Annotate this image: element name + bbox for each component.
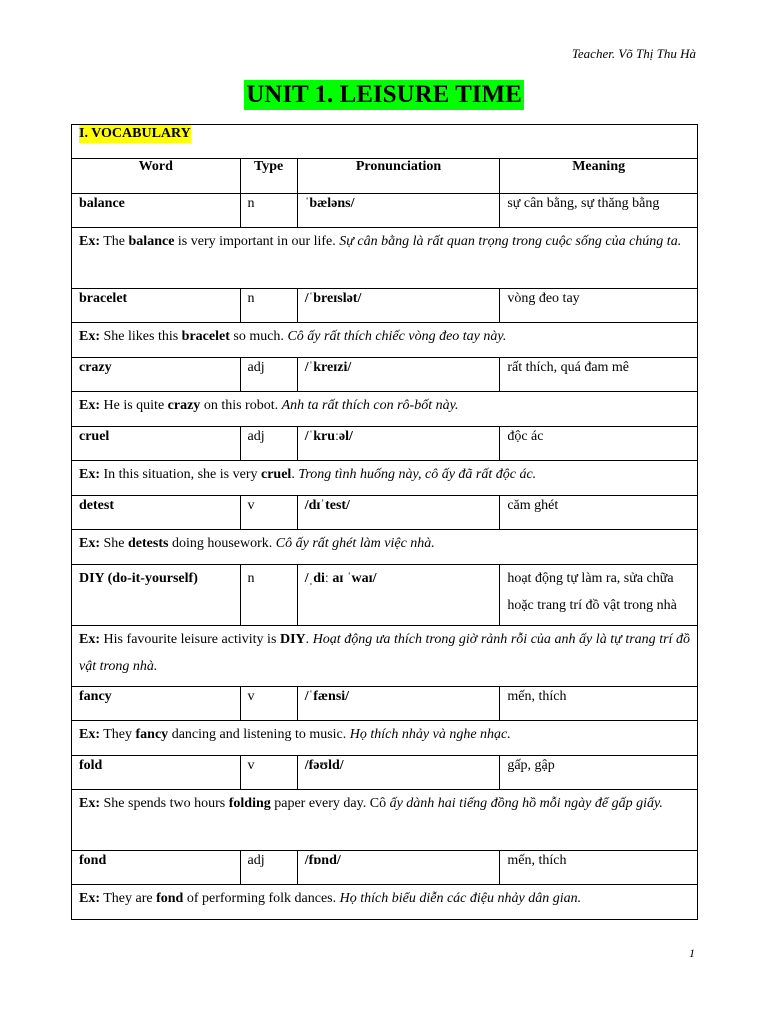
example-text: doing housework. <box>168 536 276 551</box>
vocab-pronunciation: /ˌdiː aɪ ˈwaɪ/ <box>297 565 500 626</box>
vocab-type: v <box>240 756 297 790</box>
example-keyword: crazy <box>167 398 201 413</box>
vocab-pronunciation: /fəʊld/ <box>297 756 500 790</box>
vocab-meaning: vòng đeo tay <box>500 289 698 323</box>
vocab-word: fold <box>72 756 241 790</box>
vocab-word-row <box>72 851 698 885</box>
header-row <box>72 159 698 194</box>
example-keyword: fancy <box>135 727 169 742</box>
example-translation: Sự cân bằng là rất quan trọng trong cuộc sống của chúng ta. <box>339 234 682 249</box>
example-label: Ex: <box>79 632 100 647</box>
example-cell <box>72 228 698 289</box>
example-row <box>72 323 698 358</box>
example-text: . <box>291 467 299 482</box>
example-keyword: fond <box>156 891 184 906</box>
example-cell <box>72 392 698 427</box>
vocab-pronunciation: /ˈfænsi/ <box>297 687 500 721</box>
example-text: In this situation, she is very <box>100 467 261 482</box>
example-translation: Trong tình huống này, cô ấy đã rất độc ác. <box>298 467 537 482</box>
page-title: UNIT 1. LEISURE TIME <box>246 81 522 108</box>
vocab-pronunciation: /ˈkreɪzi/ <box>297 358 500 392</box>
example-text: She <box>100 536 128 551</box>
example-label: Ex: <box>79 796 100 811</box>
vocab-word-row <box>72 289 698 323</box>
vocab-pronunciation: /ˈbreɪslət/ <box>297 289 500 323</box>
example-row <box>72 626 698 687</box>
vocab-word-row <box>72 565 698 626</box>
vocab-word-row <box>72 427 698 461</box>
vocab-type: v <box>240 687 297 721</box>
vocab-type: v <box>240 496 297 530</box>
vocab-pronunciation: /dɪˈtest/ <box>297 496 500 530</box>
vocab-meaning: rất thích, quá đam mê <box>500 358 698 392</box>
vocab-word: crazy <box>72 358 241 392</box>
example-translation: Họ thích nhảy và nghe nhạc. <box>349 727 511 742</box>
example-label: Ex: <box>79 891 100 906</box>
example-cell <box>72 790 698 851</box>
vocab-type: n <box>240 289 297 323</box>
example-translation: Cô ấy rất ghét làm việc nhà. <box>275 536 435 551</box>
example-text: She spends two hours <box>100 796 229 811</box>
example-label: Ex: <box>79 536 100 551</box>
example-text: dancing and listening to music. <box>168 727 350 742</box>
vocab-type: n <box>240 194 297 228</box>
example-row <box>72 530 698 565</box>
example-text: paper every day. Cô <box>270 796 390 811</box>
example-translation: ấy dành hai tiếng đồng hồ mỗi ngày để gấp giấy. <box>389 796 663 811</box>
vocab-word: detest <box>72 496 241 530</box>
example-translation: Họ thích biểu diễn các điệu nhảy dân gian. <box>339 891 582 906</box>
example-text: on this robot. <box>200 398 282 413</box>
example-text: The <box>100 234 129 249</box>
col-header-type: Type <box>240 159 297 194</box>
example-row <box>72 790 698 851</box>
example-text: She likes this <box>100 329 182 344</box>
example-label: Ex: <box>79 398 100 413</box>
example-text: He is quite <box>100 398 168 413</box>
vocab-meaning: độc ác <box>500 427 698 461</box>
vocab-meaning: sự cân bằng, sự thăng bằng <box>500 194 698 228</box>
title-container <box>0 80 768 110</box>
vocab-word-row <box>72 496 698 530</box>
teacher-header: Teacher. Võ Thị Thu Hà <box>571 46 696 61</box>
example-text: They are <box>100 891 157 906</box>
example-text: is very important in our life. <box>174 234 340 249</box>
vocab-meaning: mến, thích <box>500 851 698 885</box>
example-text: so much. <box>229 329 288 344</box>
example-row <box>72 885 698 920</box>
example-cell <box>72 530 698 565</box>
example-row <box>72 228 698 289</box>
example-label: Ex: <box>79 727 100 742</box>
example-cell <box>72 626 698 687</box>
vocab-word-row <box>72 687 698 721</box>
example-translation: Anh ta rất thích con rô-bốt này. <box>281 398 459 413</box>
col-header-meaning: Meaning <box>500 159 698 194</box>
vocab-word-row <box>72 194 698 228</box>
example-cell <box>72 461 698 496</box>
example-text: They <box>100 727 136 742</box>
vocab-type: adj <box>240 851 297 885</box>
vocab-meaning: mến, thích <box>500 687 698 721</box>
vocab-word: DIY (do-it-yourself) <box>72 565 241 626</box>
vocab-word-row <box>72 756 698 790</box>
vocab-word: fond <box>72 851 241 885</box>
vocabulary-table <box>71 124 698 920</box>
example-text: of performing folk dances. <box>183 891 340 906</box>
page-number: 1 <box>689 946 695 960</box>
example-keyword: cruel <box>261 467 292 482</box>
example-label: Ex: <box>79 329 100 344</box>
vocab-meaning: gấp, gập <box>500 756 698 790</box>
example-keyword: bracelet <box>181 329 230 344</box>
example-translation: Hoạt động ưa thích trong giờ rảnh rỗi của anh ấy là tự trang trí đồ vật trong nhà. <box>79 632 691 674</box>
vocab-word: cruel <box>72 427 241 461</box>
vocab-pronunciation: ˈbæləns/ <box>297 194 500 228</box>
example-label: Ex: <box>79 467 100 482</box>
vocab-type: adj <box>240 358 297 392</box>
vocab-word: bracelet <box>72 289 241 323</box>
example-cell <box>72 323 698 358</box>
example-cell <box>72 721 698 756</box>
vocab-meaning: căm ghét <box>500 496 698 530</box>
example-row <box>72 461 698 496</box>
col-header-word: Word <box>72 159 241 194</box>
section-label: I. VOCABULARY <box>79 126 191 141</box>
example-keyword: DIY <box>279 632 306 647</box>
vocab-word: balance <box>72 194 241 228</box>
col-header-pronunciation: Pronunciation <box>297 159 500 194</box>
vocab-word: fancy <box>72 687 241 721</box>
vocab-pronunciation: /fɒnd/ <box>297 851 500 885</box>
vocab-type: n <box>240 565 297 626</box>
example-text: His favourite leisure activity is <box>100 632 280 647</box>
vocab-pronunciation: /ˈkruːəl/ <box>297 427 500 461</box>
vocab-type: adj <box>240 427 297 461</box>
example-keyword: folding <box>228 796 271 811</box>
example-row <box>72 392 698 427</box>
section-row <box>72 125 698 159</box>
example-row <box>72 721 698 756</box>
example-label: Ex: <box>79 234 100 249</box>
example-keyword: balance <box>128 234 175 249</box>
example-translation: Cô ấy rất thích chiếc vòng đeo tay này. <box>287 329 507 344</box>
section-cell <box>72 125 698 159</box>
example-keyword: detests <box>128 536 169 551</box>
vocab-word-row <box>72 358 698 392</box>
example-cell <box>72 885 698 920</box>
example-text: . <box>305 632 313 647</box>
vocab-meaning: hoạt động tự làm ra, sửa chữa hoặc trang trí đồ vật trong nhà <box>500 565 698 626</box>
